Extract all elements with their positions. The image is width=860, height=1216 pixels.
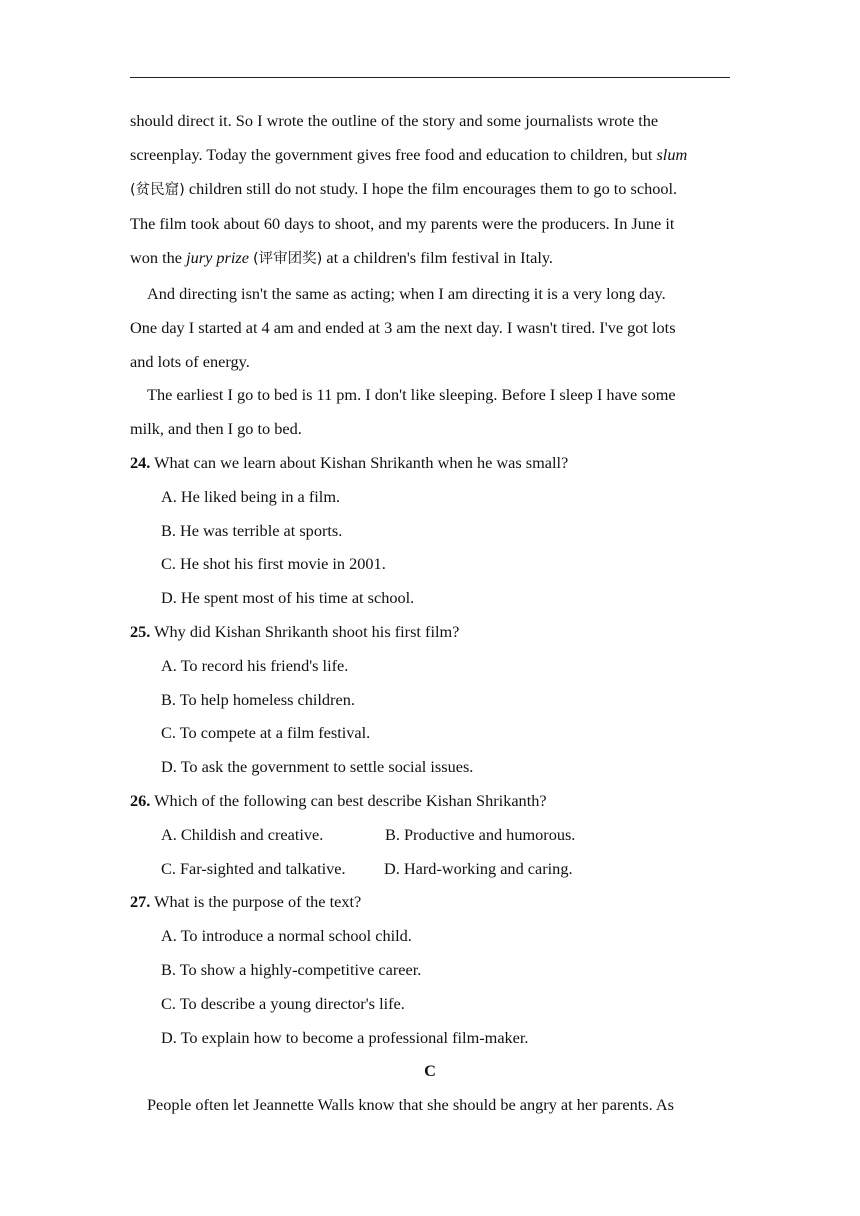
question-26 — [130, 784, 730, 818]
text-line: The earliest I go to bed is 11 pm. I don't like sleeping. Before I sleep I have some — [147, 385, 676, 405]
option-27-d: D. To explain how to become a professional film-maker. — [161, 1027, 529, 1047]
option-25-c: C. To compete at a film festival. — [161, 723, 371, 743]
text-line: screenplay. Today the government gives free food and education to children, but slum — [130, 144, 688, 164]
question-stem: Which of the following can best describe Kishan Shrikanth? — [150, 790, 547, 810]
question-number: 24. — [130, 452, 151, 472]
question-number: 25. — [130, 621, 151, 641]
term-slum: slum — [656, 144, 688, 164]
question-24 — [130, 446, 730, 480]
option-24-c: C. He shot his first movie in 2001. — [161, 554, 386, 574]
document-body — [130, 104, 730, 1122]
header-rule — [130, 77, 730, 78]
option-24-a: A. He liked being in a film. — [161, 486, 341, 506]
gloss-slum: (贫民窟) — [130, 181, 185, 198]
question-stem: What can we learn about Kishan Shrikanth when he was small? — [150, 452, 569, 472]
option-26-d: D. Hard-working and caring. — [384, 858, 573, 878]
option-27-b: B. To show a highly-competitive career. — [161, 959, 422, 979]
option-27-a: A. To introduce a normal school child. — [161, 926, 412, 946]
passage-c-paragraph-1 — [130, 1088, 730, 1122]
option-24-b: B. He was terrible at sports. — [161, 520, 343, 540]
option-25-a: A. To record his friend's life. — [161, 655, 349, 675]
question-number: 27. — [130, 892, 151, 912]
question-number: 26. — [130, 790, 151, 810]
question-27 — [130, 885, 730, 919]
term-jury-prize: jury prize — [186, 248, 249, 268]
passage-paragraph-3 — [130, 378, 730, 446]
gloss-jury-prize: (评审团奖) — [253, 251, 323, 268]
text-line: One day I started at 4 am and ended at 3 am the next day. I wasn't tired. I've got lots — [130, 317, 676, 337]
section-heading-c: C — [424, 1061, 436, 1081]
text-line: The film took about 60 days to shoot, and my parents were the producers. In June it — [130, 214, 675, 234]
option-25-d: D. To ask the government to settle social issues. — [161, 757, 474, 777]
option-26-a: A. Childish and creative. — [161, 824, 324, 844]
option-row-26-cd — [130, 852, 730, 886]
question-stem: Why did Kishan Shrikanth shoot his first film? — [150, 621, 460, 641]
question-stem: What is the purpose of the text? — [150, 892, 362, 912]
text-line: And directing isn't the same as acting; when I am directing it is a very long day. — [147, 283, 666, 303]
option-25-b: B. To help homeless children. — [161, 689, 355, 709]
question-25 — [130, 615, 730, 649]
passage-paragraph-2 — [130, 277, 730, 378]
text-line: (贫民窟) children still do not study. I hope the film encourages them to go to school. — [130, 178, 678, 198]
option-26-b: B. Productive and humorous. — [385, 824, 576, 844]
text-line: and lots of energy. — [130, 351, 250, 371]
option-24-d: D. He spent most of his time at school. — [161, 588, 415, 608]
passage-paragraph-1 — [130, 104, 730, 277]
option-26-c: C. Far-sighted and talkative. — [161, 858, 346, 878]
text-line: People often let Jeannette Walls know that she should be angry at her parents. As — [147, 1095, 674, 1115]
text-line: won the jury prize (评审团奖) at a children's film festival in Italy. — [130, 248, 553, 268]
text-line: should direct it. So I wrote the outline of the story and some journalists wrote the — [130, 111, 659, 130]
option-row-26-ab — [130, 818, 730, 852]
option-27-c: C. To describe a young director's life. — [161, 993, 405, 1013]
text-line: milk, and then I go to bed. — [130, 419, 302, 439]
